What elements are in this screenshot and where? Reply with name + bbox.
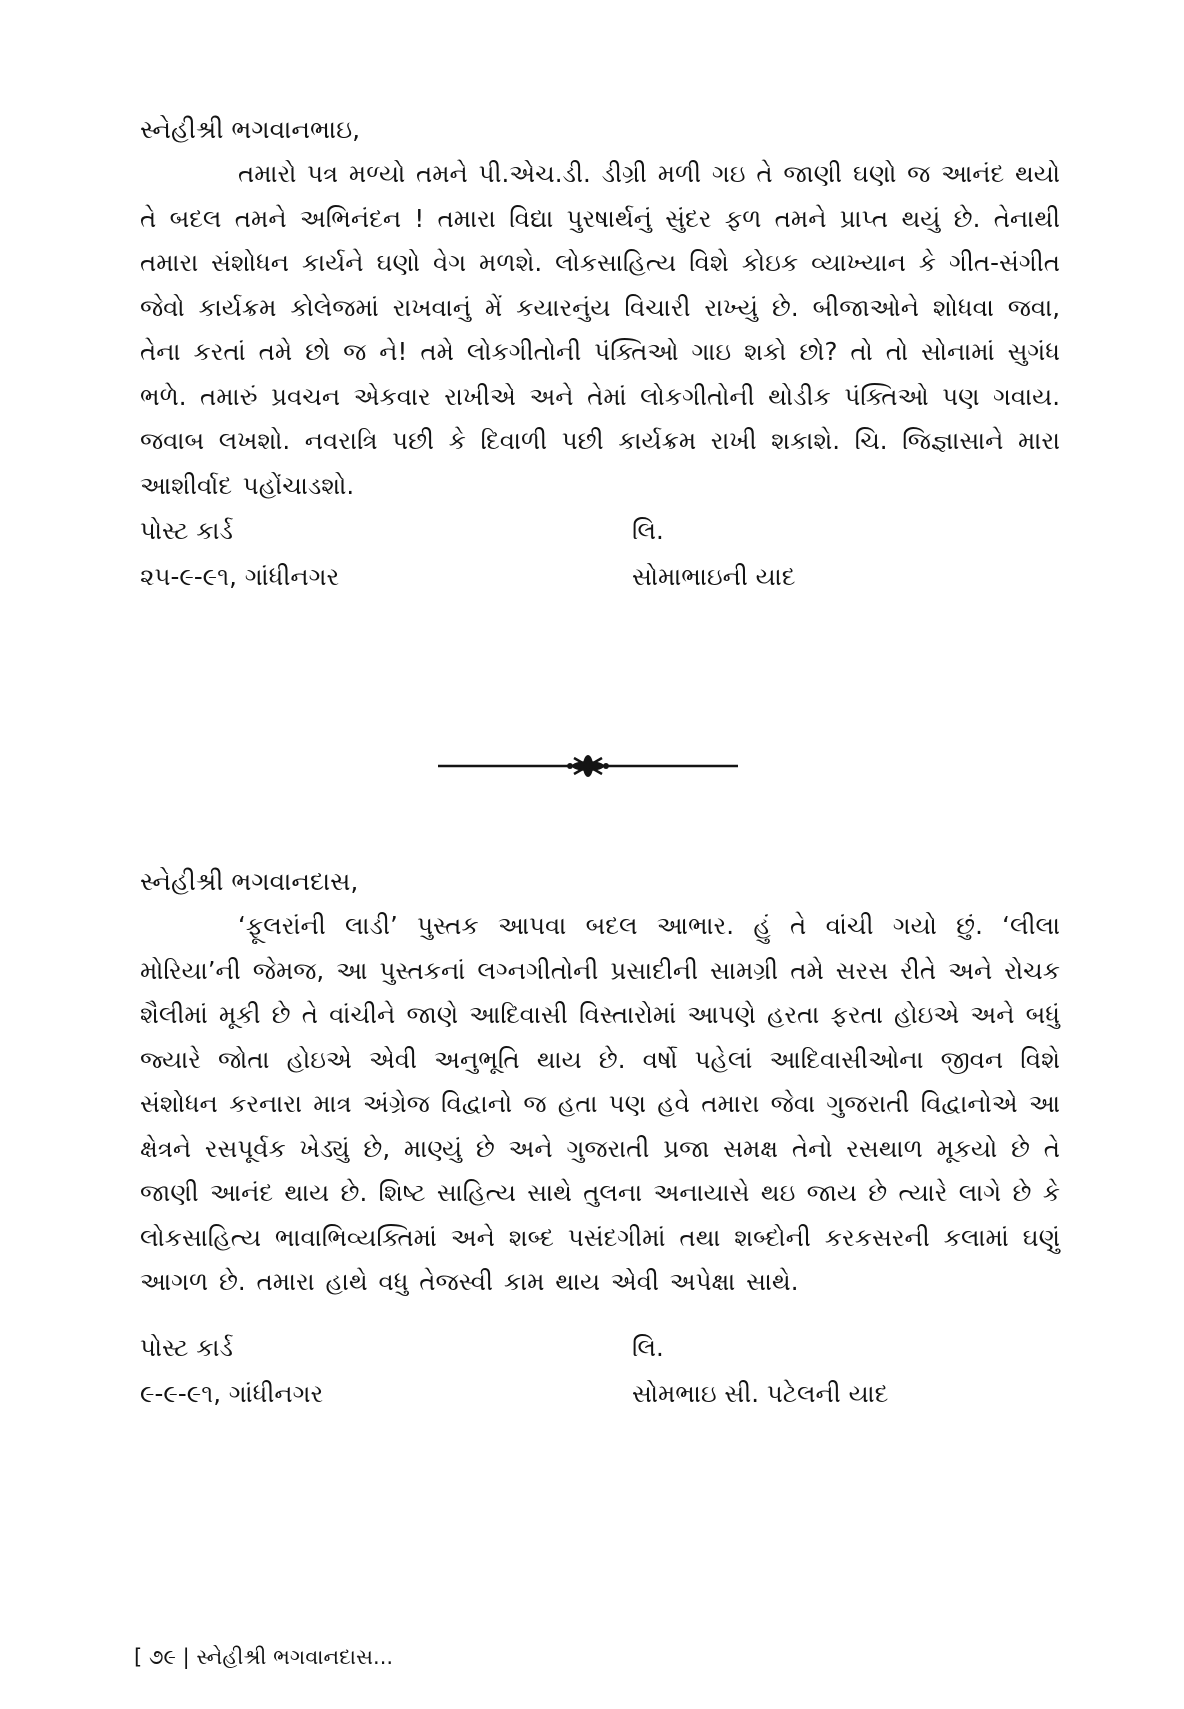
divider-ornament-icon	[567, 755, 609, 777]
letter-1-date-place: ૨૫-૯-૯૧, ગાંધીનગર	[140, 562, 340, 591]
letter-1-salutation: સ્નેહીશ્રી ભગવાનભાઇ,	[140, 115, 361, 144]
running-title: સ્નેહીશ્રી ભગવાનદાસ...	[196, 1645, 394, 1669]
letter-1-signoff	[140, 508, 1060, 600]
letter-2	[140, 860, 1060, 1417]
letter-1-body: તમારો પત્ર મળ્યો તમને પી.એચ.ડી. ડીગ્રી મળી ગઇ તે જાણી ઘણો જ આનંદ થયો તે બદલ તમને અભિનંદન ! તમારા વિદ્યા પુરષાર્થનું સુંદર ફળ તમને પ્રાપ્ત થયું છે. તેનાથી તમારા સંશોધન કાર્યને ઘણો વેગ મળશે. લોકસાહિત્ય વિશે કોઇક વ્યાખ્યાન કે ગીત-સંગીત જેવો કાર્યક્રમ કોલેજમાં રાખવાનું મેં કયારનુંય વિચારી રાખ્યું છે. બીજાઓને શોધવા જવા, તેના કરતાં તમે છો જ ને! તમે લોકગીતોની પંક્તિઓ ગાઇ શકો છો? તો તો સોનામાં સુગંધ ભળે. તમારું પ્રવચન એકવાર રાખીએ અને તેમાં લોકગીતોની થોડીક પંક્તિઓ પણ ગવાય. જવાબ લખશો. નવરાત્રિ પછી કે દિવાળી પછી કાર્યક્રમ રાખી શકાશે. ચિ. જિજ્ઞાસાને મારા આશીર્વાદ પહોંચાડશો.	[140, 159, 1060, 500]
letter-2-body: ‘ફૂલરાંની લાડી’ પુસ્તક આપવા બદલ આભાર. હું તે વાંચી ગયો છું. ‘લીલા મોરિયા’ની જેમજ, આ પુસ્તકનાં લગ્નગીતોની પ્રસાદીની સામગ્રી તમે સરસ રીતે અને રોચક શૈલીમાં મૂકી છે તે વાંચીને જાણે આદિવાસી વિસ્તારોમાં આપણે હરતા ફરતા હોઇએ અને બધું જ્યારે જોતા હોઇએ એવી અનુભૂતિ થાય છે. વર્ષો પહેલાં આદિવાસીઓના જીવન વિશે સંશોધન કરનારા માત્ર અંગ્રેજ વિદ્વાનો જ હતા પણ હવે તમારા જેવા ગુજરાતી વિદ્વાનોએ આ ક્ષેત્રને રસપૂર્વક ખેડ્યું છે, માણ્યું છે અને ગુજરાતી પ્રજા સમક્ષ તેનો રસથાળ મૂકયો છે તે જાણી આનંદ થાય છે. શિષ્ટ સાહિત્ય સાથે તુલના અનાયાસે થઇ જાય છે ત્યારે લાગે છે કે લોકસાહિત્ય ભાવાભિવ્યક્તિમાં અને શબ્દ પસંદગીમાં તથા શબ્દોની કરકસરની કલામાં ઘણું આગળ છે. તમારા હાથે વધુ તેજસ્વી કામ થાય એવી અપેક્ષા સાથે.	[140, 911, 1060, 1296]
letter-1-from-label: લિ.	[632, 516, 664, 545]
letter-1	[140, 108, 1060, 600]
letter-1-signature: સોમાભાઇની યાદ	[632, 562, 796, 591]
letter-2-signoff	[140, 1325, 1060, 1417]
page-footer: [ ૭૯ | સ્નેહીશ્રી ભગવાનદાસ...	[134, 1645, 394, 1669]
letter-2-salutation: સ્નેહીશ્રી ભગવાનદાસ,	[140, 867, 359, 896]
letter-2-card-type: પોસ્ટ કાર્ડ	[140, 1332, 233, 1362]
letter-2-from-label: લિ.	[632, 1332, 664, 1362]
page-number: ૭૯	[148, 1645, 176, 1669]
letter-2-signature: સોમભાઇ સી. પટેલની યાદ	[632, 1378, 889, 1408]
letter-2-date-place: ૯-૯-૯૧, ગાંધીનગર	[140, 1378, 324, 1408]
letter-1-card-type: પોસ્ટ કાર્ડ	[140, 516, 233, 545]
ornamental-divider	[438, 752, 738, 780]
